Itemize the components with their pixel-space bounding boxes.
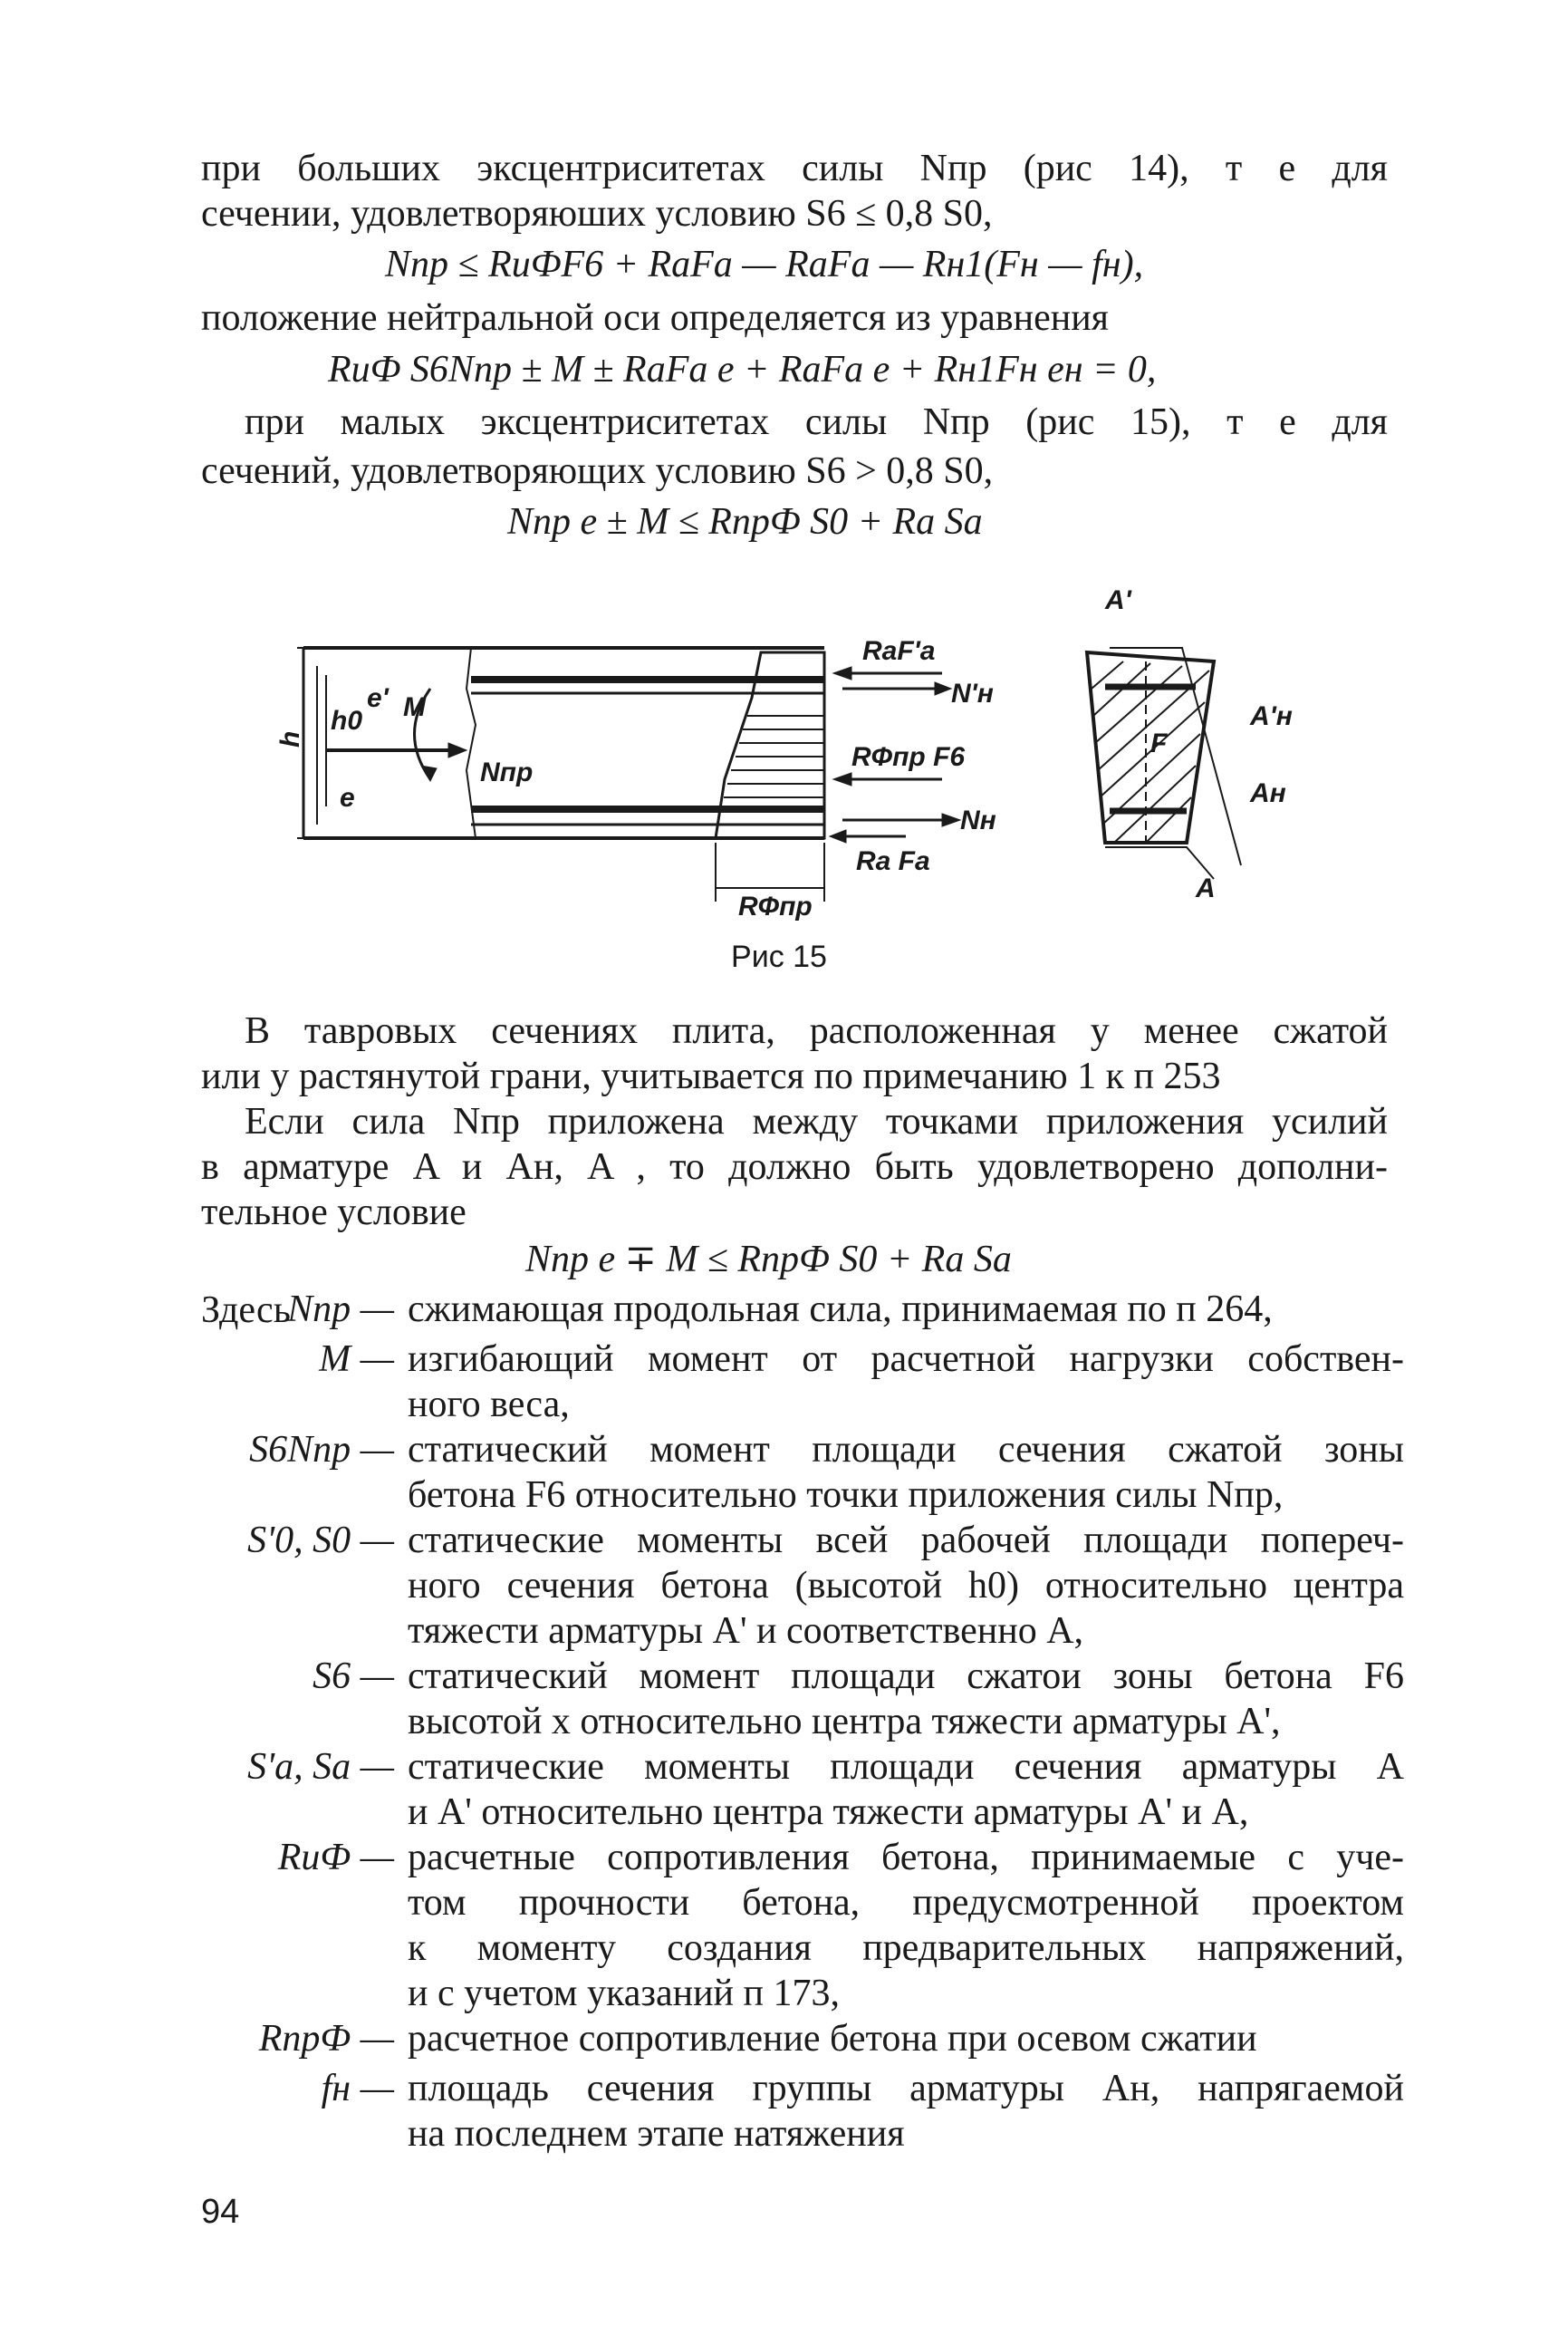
stress-hatching — [724, 716, 824, 797]
text-line: Если сила Nпр приложена между точками приложения усилий — [245, 1101, 1388, 1143]
cross-section-drawing — [1087, 648, 1241, 879]
formula-2: RиФ S6Nпр ± M ± RaFa e + RaFa e + Rн1Fн eн = 0, — [328, 349, 1157, 391]
label-h0: h0 — [331, 706, 363, 736]
label-An: Aн — [1250, 778, 1286, 808]
definition-line: сжимающая продольная сила, принимаемая по п 264, — [408, 1288, 1273, 1330]
label-M: M — [403, 692, 426, 722]
definition-line: бетона F6 относительно точки приложения силы Nпр, — [408, 1474, 1284, 1516]
label-A: A — [1196, 873, 1216, 903]
label-Npr: Nпр — [480, 758, 534, 787]
definition-line: и с учетом указаний п 173, — [408, 1973, 841, 2014]
definition-line: статические моменты площади сечения арматуры A — [408, 1746, 1404, 1788]
definitions-intro: Здесь — [201, 1289, 291, 1331]
definition-line: и A' относительно центра тяжести арматуры A' и A, — [408, 1791, 1249, 1833]
definition-term: M — — [319, 1338, 394, 1380]
page-number: 94 — [201, 2193, 240, 2231]
formula-4: Nпр e ∓ M ≤ RпрФ S0 + Ra Sa — [525, 1239, 1012, 1280]
text-line: тельное условие — [201, 1192, 467, 1233]
text-line: в арматуре A и Aн, A , то должно быть удовлетворено дополни- — [201, 1146, 1388, 1188]
label-Rpr-F6: RФпр F6 — [851, 742, 966, 772]
definition-term: RиФ — — [277, 1837, 394, 1878]
label-e-prime: e' — [367, 683, 389, 713]
formula-3: Nпр e ± M ≤ RпрФ S0 + Ra Sa — [507, 501, 983, 543]
label-F: F — [1150, 729, 1168, 758]
label-h: h — [275, 730, 305, 748]
label-RaFa-prime: RaF'a — [862, 636, 936, 666]
definition-term: S'0, S0 — — [247, 1520, 394, 1561]
definition-line: ного веса, — [408, 1384, 570, 1425]
definition-text — [408, 2016, 1404, 2061]
text-line: положение нейтральной оси определяется из уравнения — [201, 297, 1109, 339]
definition-term: S'a, Sa — — [247, 1746, 394, 1788]
definition-line: тяжести арматуры A' и соответственно A, — [408, 1610, 1084, 1652]
text-line: при малых эксцентриситетах силы Nпр (рис 15), т е для — [245, 401, 1388, 443]
definition-line: том прочности бетона, предусмотренной проектом — [408, 1882, 1404, 1924]
definition-term: Nпр — — [287, 1288, 394, 1330]
definition-term: fн — — [321, 2068, 394, 2109]
label-Nn: Nн — [960, 806, 996, 835]
definition-line: изгибающий момент от расчетной нагрузки собствен- — [408, 1338, 1404, 1380]
label-Nn-prime: N'н — [951, 679, 994, 709]
text-line: при больших эксцентриситетах силы Nпр (рис 14), т е для — [201, 148, 1388, 189]
definition-text — [408, 1518, 1404, 1654]
definition-line: статический момент площади сечения сжатой зоны — [408, 1429, 1404, 1471]
definition-line: статические моменты всей рабочей площади попереч- — [408, 1520, 1404, 1561]
figure-15 — [275, 580, 1323, 960]
definition-text — [408, 1337, 1404, 1427]
text-line: или у растянутой грани, учитывается по примечанию 1 к п 253 — [201, 1056, 1221, 1097]
definition-text — [408, 1427, 1404, 1518]
text-line: сечений, удовлетворяющих условию S6 > 0,8 S0, — [201, 450, 994, 492]
label-e: e — [340, 783, 355, 813]
formula-1: Nпр ≤ RиФF6 + RaFa — RaFa — Rн1(Fн — fн), — [385, 244, 1144, 285]
definition-line: статический момент площади сжатои зоны бетона F6 — [408, 1655, 1404, 1697]
definition-line: к моменту создания предварительных напряжений, — [408, 1927, 1404, 1969]
text-line: В тавровых сечениях плита, расположенная у менее сжатой — [245, 1010, 1388, 1052]
definition-text — [408, 1287, 1404, 1332]
label-A-prime-n: A'н — [1250, 701, 1293, 731]
text-line: сечении, удовлетворяюших условию S6 ≤ 0,8 S0, — [201, 193, 993, 235]
definition-line: расчетные сопротивления бетона, принимаемые с уче- — [408, 1837, 1404, 1878]
definition-line: на последнем этапе натяжения — [408, 2113, 905, 2155]
definition-text — [408, 2066, 1404, 2157]
definition-term: S6 — — [313, 1655, 394, 1697]
definition-term: S6Nпр — — [249, 1429, 394, 1471]
definition-line: площадь сечения группы арматуры Aн, напрягаемой — [408, 2068, 1404, 2109]
definition-text — [408, 1835, 1404, 2016]
definition-term: RпрФ — — [258, 2018, 394, 2060]
definition-text — [408, 1744, 1404, 1835]
label-A-prime: A' — [1105, 585, 1131, 615]
label-Rpr-bottom: RФпр — [738, 892, 813, 922]
definition-line: расчетное сопротивление бетона при осевом сжатии — [408, 2018, 1257, 2060]
definition-text — [408, 1654, 1404, 1744]
definition-line: высотой x относительно центра тяжести арматуры A', — [408, 1701, 1281, 1742]
definition-line: ного сечения бетона (высотой h0) относительно центра — [408, 1565, 1404, 1607]
label-RaFa: Ra Fa — [856, 846, 930, 876]
figure-caption: Рис 15 — [731, 940, 827, 974]
